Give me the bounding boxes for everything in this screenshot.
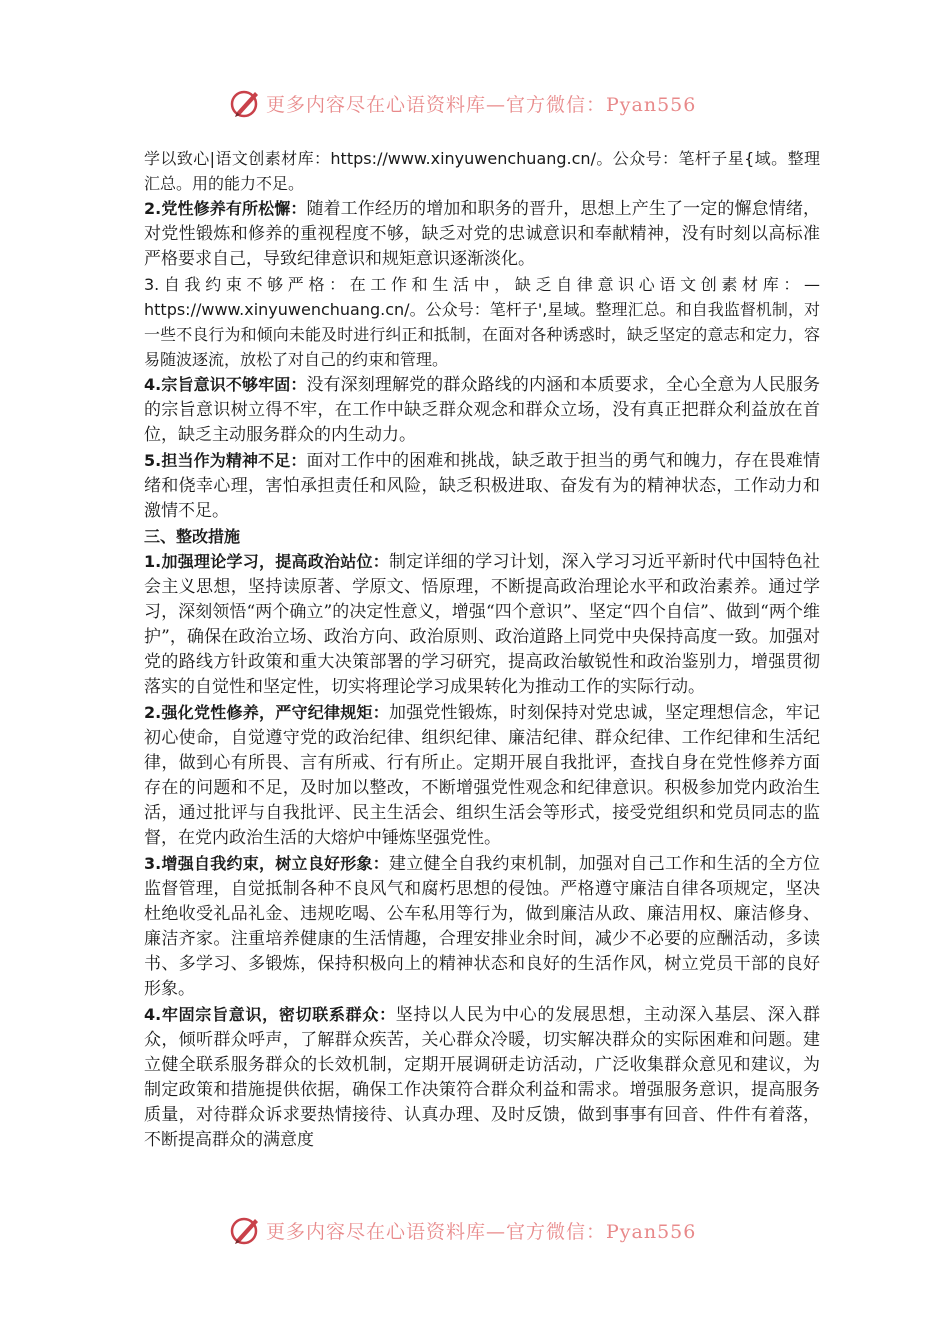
paragraph-7: [144, 700, 820, 851]
paragraph-lead: 2.党性修养有所松懈：: [144, 199, 307, 218]
paragraph-0: [144, 146, 820, 196]
paragraph-8: [144, 851, 820, 1002]
header-banner: [228, 86, 728, 120]
pen-logo-icon: [228, 1213, 262, 1247]
document-body: [144, 146, 820, 1153]
paragraph-body: 面对工作中的困难和挑战，缺乏敢于担当的勇气和魄力，存在畏难情绪和侥幸心理，害怕承担责任和风险，缺乏积极进取、奋发有为的精神状态，工作动力和激情不足。: [144, 451, 820, 521]
pen-logo-icon: [228, 86, 262, 120]
paragraph-6: [144, 549, 820, 700]
paragraph-lead: 3.增强自我约束，树立良好形象：: [144, 854, 389, 873]
paragraph-lead: 4.牢固宗旨意识，密切联系群众：: [144, 1005, 396, 1024]
footer-banner: [228, 1213, 728, 1247]
paragraph-1: [144, 196, 820, 272]
paragraph-lead: 1.加强理论学习，提高政治站位：: [144, 552, 389, 571]
paragraph-body: 3.自我约束不够严格：在工作和生活中，缺乏自律意识心语文创素材库：—https://www.xinyuwenchuang.cn/。公众号：笔杆子',星域。整理汇总。和自我监督机制，对一些不良行为和倾向未能及时进行纠正和抵制，在面对各种诱惑时，缺乏坚定的意志和定力，容易随波逐流，放松了对自己的约束和管理。: [144, 275, 820, 369]
paragraph-body: 坚持以人民为中心的发展思想，主动深入基层、深入群众，倾听群众呼声，了解群众疾苦，关心群众冷暖，切实解决群众的实际困难和问题。建立健全联系服务群众的长效机制，定期开展调研走访活动，广泛收集群众意见和建议，为制定政策和措施提供依据，确保工作决策符合群众利益和需求。增强服务意识，提高服务质量，对待群众诉求要热情接待、认真办理、及时反馈，做到事事有回音、件件有着落，不断提高群众的满意度: [144, 1005, 821, 1150]
paragraph-body: 加强党性锻炼，时刻保持对党忠诚，坚定理想信念，牢记初心使命，自觉遵守党的政治纪律、组织纪律、廉洁纪律、群众纪律、工作纪律和生活纪律，做到心有所畏、言有所戒、行有所止。定期开展自我批评，查找自身在党性修养方面存在的问题和不足，及时加以整改，不断增强党性观念和纪律意识。积极参加党内政治生活，通过批评与自我批评、民主生活会、组织生活会等形式，接受党组织和党员同志的监督，在党内政治生活的大熔炉中锤炼坚强党性。: [144, 703, 821, 848]
paragraph-lead: 5.担当作为精神不足：: [144, 451, 307, 470]
paragraph-body: 没有深刻理解党的群众路线的内涵和本质要求，全心全意为人民服务的宗旨意识树立得不牢，在工作中缺乏群众观念和群众立场，没有真正把群众利益放在首位，缺乏主动服务群众的内生动力。: [144, 375, 820, 445]
paragraph-3: [144, 372, 820, 448]
banner-text: 更多内容尽在心语资料库—官方微信：Pyan556: [266, 1220, 697, 1243]
paragraph-body: 随着工作经历的增加和职务的晋升，思想上产生了一定的懈怠情绪，对党性锻炼和修养的重视程度不够，缺乏对党的忠诚意识和奉献精神，没有时刻以高标准严格要求自己，导致纪律意识和规矩意识逐渐淡化。: [144, 199, 820, 269]
paragraph-body: 建立健全自我约束机制，加强对自己工作和生活的全方位监督管理，自觉抵制各种不良风气和腐朽思想的侵蚀。严格遵守廉洁自律各项规定，坚决杜绝收受礼品礼金、违规吃喝、公车私用等行为，做到廉洁从政、廉洁用权、廉洁修身、廉洁齐家。注重培养健康的生活情趣，合理安排业余时间，减少不必要的应酬活动，多读书、多学习、多锻炼，保持积极向上的精神状态和良好的生活作风，树立党员干部的良好形象。: [144, 854, 821, 999]
paragraph-body: 学以致心|语文创素材库：https://www.xinyuwenchuang.cn/。公众号：笔杆子星{域。整理汇总。用的能力不足。: [144, 149, 820, 193]
paragraph-lead: 2.强化党性修养，严守纪律规矩：: [144, 703, 389, 722]
paragraph-lead: 4.宗旨意识不够牢固：: [144, 375, 307, 394]
paragraph-body: 制定详细的学习计划，深入学习习近平新时代中国特色社会主义思想，坚持读原著、学原文、悟原理，不断提高政治理论水平和政治素养。通过学习，深刻领悟“两个确立”的决定性意义，增强“四个意识”、坚定“四个自信”、做到“两个维护”，确保在政治立场、政治方向、政治原则、政治道路上同党中央保持高度一致。加强对党的路线方针政策和重大决策部署的学习研究，提高政治敏锐性和政治鉴别力，增强贯彻落实的自觉性和坚定性，切实将理论学习成果转化为推动工作的实际行动。: [144, 552, 821, 697]
paragraph-2: [144, 272, 820, 372]
paragraph-4: [144, 448, 820, 524]
paragraph-9: [144, 1002, 820, 1153]
section-heading: 三、整改措施: [144, 527, 241, 546]
banner-text: 更多内容尽在心语资料库—官方微信：Pyan556: [266, 93, 697, 116]
